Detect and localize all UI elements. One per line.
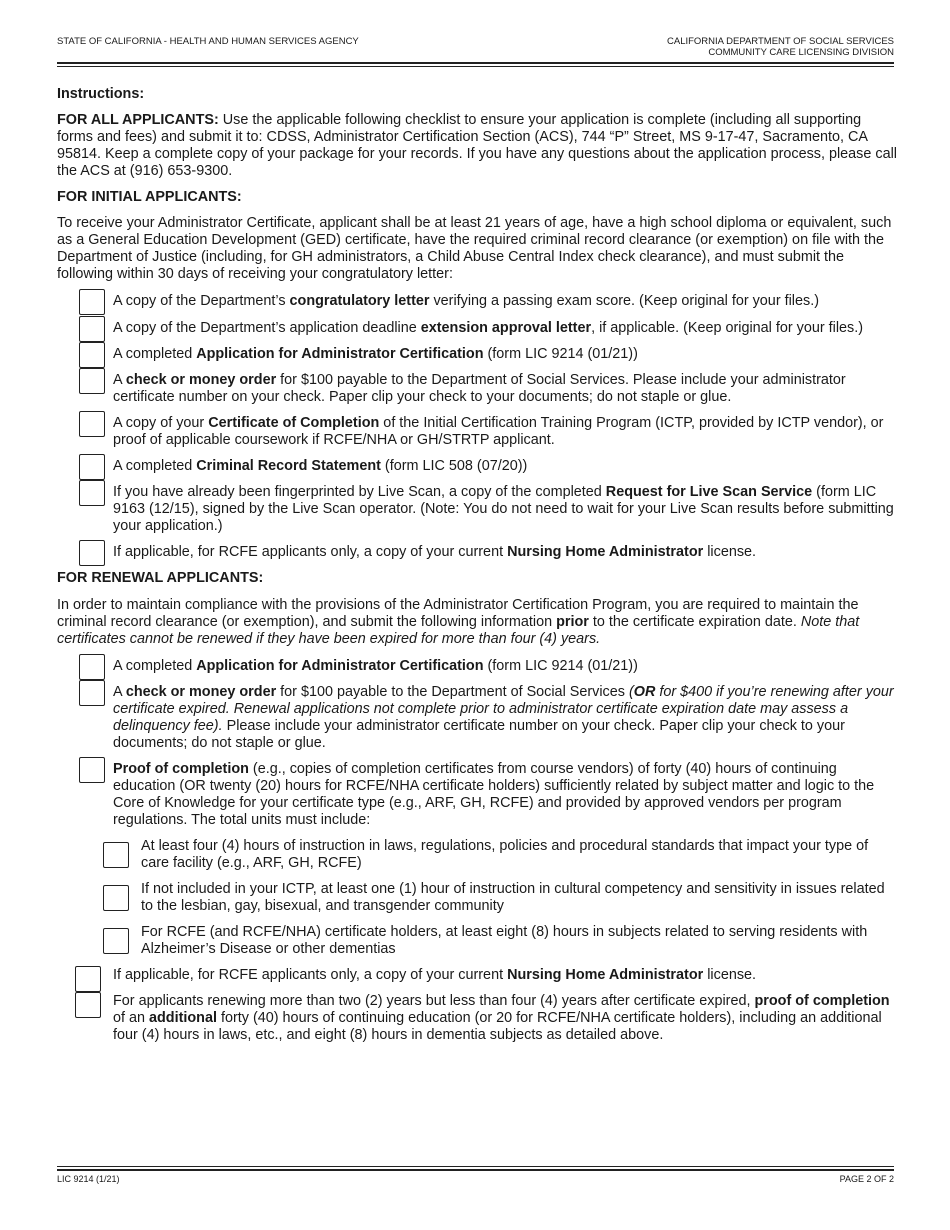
item-text: license. <box>703 967 757 983</box>
item-text: forty (40) hours of continuing education (or 20 for RCFE/NHA certificate holders), including an additional four (4) hours in laws, etc., and eight (8) hours in dementia subjects as detailed above. <box>113 1010 882 1043</box>
renewal-intro <box>57 597 897 648</box>
item-text-bold: Application for Administrator Certification <box>196 658 484 674</box>
initial-item-extension-letter <box>57 320 897 337</box>
renewal-item-additional-hours <box>57 993 897 1044</box>
item-text-italic: ( <box>628 684 634 700</box>
form-content <box>57 86 897 1053</box>
renewal-heading: FOR RENEWAL APPLICANTS: <box>57 570 264 586</box>
checkbox[interactable] <box>79 289 105 315</box>
header-rule-thin <box>57 66 894 67</box>
item-text: If applicable, for RCFE applicants only, a copy of your current <box>113 544 508 560</box>
renewal-item-check <box>57 684 897 752</box>
item-text: (form LIC 9163 (12/15), signed by the Live Scan operator. (Note: You do not need to wait for your Live Scan results before submitting your application.) <box>113 484 894 534</box>
item-text: license. <box>703 544 757 560</box>
item-text-italic: for $400 if you’re renewing after your certificate expired. Renewal applications not complete prior to administrator certificate expiration date may assess a delinquency fee). <box>113 684 894 734</box>
initial-item-live-scan <box>57 484 897 535</box>
checkbox[interactable] <box>79 680 105 706</box>
item-text-bold: Criminal Record Statement <box>196 458 381 474</box>
item-text: If you have already been fingerprinted by Live Scan, a copy of the completed <box>113 484 606 500</box>
all-applicants-paragraph <box>57 112 897 180</box>
header-rule <box>57 62 894 64</box>
item-text: (form LIC 508 (07/20)) <box>380 458 528 474</box>
initial-intro: To receive your Administrator Certificate, applicant shall be at least 21 years of age, have a high school diploma or equivalent, such as a General Education Development (GED) certificate, have the required criminal record clearance (or exemption) on file with the Department of Justice (including, for GH administrators, a Child Abuse Central Index check clearance), and must submit the following within 30 days of receiving your congratulatory letter: <box>57 215 892 282</box>
item-text: A copy of the Department’s application deadline <box>113 320 421 336</box>
header-department-line2: COMMUNITY CARE LICENSING DIVISION <box>708 47 894 58</box>
renewal-subitem-laws <box>57 838 897 872</box>
renewal-subitem-cultural-competency <box>57 881 897 915</box>
initial-item-application <box>57 346 897 363</box>
item-text-bold: proof of completion <box>754 993 890 1009</box>
checkbox[interactable] <box>103 885 129 911</box>
item-text-bold: Nursing Home Administrator <box>507 967 704 983</box>
item-text: For RCFE (and RCFE/NHA) certificate holders, at least eight (8) hours in subjects related to serving residents with Alzheimer’s Disease or other dementias <box>141 924 868 957</box>
item-text: A completed <box>113 346 197 362</box>
item-text: Please include your administrator certificate number on your check. Paper clip your check to your documents; do not staple or glue. <box>113 718 845 751</box>
header-agency: STATE OF CALIFORNIA - HEALTH AND HUMAN SERVICES AGENCY <box>57 36 359 47</box>
item-text-bold: additional <box>149 1010 217 1026</box>
item-text: of the Initial Certification Training Program (ICTP, provided by ICTP vendor), or proof of applicable coursework if RCFE/NHA or GH/STRTP applicant. <box>113 415 884 448</box>
renewal-intro-text: In order to maintain compliance with the provisions of the Administrator Certification Program, you are required to maintain the criminal record clearance (or exemption), and submit the following information <box>57 597 859 630</box>
initial-item-congratulatory-letter <box>57 293 897 310</box>
checkbox[interactable] <box>103 928 129 954</box>
checkbox[interactable] <box>79 368 105 394</box>
item-text-bold: Nursing Home Administrator <box>507 544 704 560</box>
item-text: For applicants renewing more than two (2) years but less than four (4) years after certificate expired, <box>113 993 755 1009</box>
item-text: A completed <box>113 658 197 674</box>
item-text: At least four (4) hours of instruction in laws, regulations, policies and procedural standards that impact your type of care facility (e.g., ARF, GH, RCFE) <box>141 838 869 871</box>
item-text: for $100 payable to the Department of Social Services <box>276 684 629 700</box>
form-number: LIC 9214 (1/21) <box>57 1174 120 1184</box>
renewal-subitem-dementia <box>57 924 897 958</box>
item-text: A copy of the Department’s <box>113 293 290 309</box>
item-text: A <box>113 684 126 700</box>
checkbox[interactable] <box>75 992 101 1018</box>
item-text: , if applicable. (Keep original for your files.) <box>591 320 864 336</box>
item-text: If not included in your ICTP, at least one (1) hour of instruction in cultural competency and sensitivity in issues related to the lesbian, gay, bisexual, and transgender community <box>141 881 885 914</box>
initial-item-check <box>57 372 897 406</box>
item-text: A <box>113 372 126 388</box>
item-text-bold-italic: OR <box>633 684 656 700</box>
checkbox[interactable] <box>79 454 105 480</box>
footer-rule <box>57 1169 894 1171</box>
checkbox[interactable] <box>79 480 105 506</box>
all-applicants-label: FOR ALL APPLICANTS: <box>57 112 219 128</box>
item-text: (form LIC 9214 (01/21)) <box>483 658 638 674</box>
item-text-bold: Certificate of Completion <box>208 415 380 431</box>
renewal-item-proof-of-completion <box>57 761 897 829</box>
checkbox[interactable] <box>79 316 105 342</box>
initial-item-criminal-record <box>57 458 897 475</box>
item-text-bold: check or money order <box>125 684 277 700</box>
checkbox[interactable] <box>79 540 105 566</box>
renewal-intro-note: Note that certificates cannot be renewed if they have been expired for more than four (4) years. <box>57 614 860 647</box>
initial-heading: FOR INITIAL APPLICANTS: <box>57 189 242 205</box>
checkbox[interactable] <box>79 411 105 437</box>
item-text: for $100 payable to the Department of Social Services. Please include your administrator certificate number on your check. Paper clip your check to your documents; do not staple or glue. <box>113 372 846 405</box>
header-department <box>667 36 894 58</box>
checkbox[interactable] <box>103 842 129 868</box>
renewal-intro-bold: prior <box>556 614 589 630</box>
header-department-line1: CALIFORNIA DEPARTMENT OF SOCIAL SERVICES <box>667 36 894 47</box>
all-applicants-text: Use the applicable following checklist to ensure your application is complete (including all supporting forms and fees) and submit it to: CDSS, Administrator Certification Section (ACS), 744 “P” Street, MS 9-17-47, Sacramento, CA 95814. Keep a complete copy of your package for your records. If you have any questions about the application process, please call the ACS at (916) 653-9300. <box>57 112 897 179</box>
checkbox[interactable] <box>79 757 105 783</box>
renewal-item-nha-license <box>57 967 897 984</box>
item-text: A copy of your <box>113 415 209 431</box>
item-text-bold: check or money order <box>125 372 277 388</box>
page-number: PAGE 2 OF 2 <box>839 1174 894 1184</box>
checkbox[interactable] <box>79 342 105 368</box>
checkbox[interactable] <box>75 966 101 992</box>
item-text-bold: congratulatory letter <box>289 293 430 309</box>
item-text: verifying a passing exam score. (Keep original for your files.) <box>429 293 819 309</box>
item-text: (e.g., copies of completion certificates from course vendors) of forty (40) hours of continuing education (OR twenty (20) hours for RCFE/NHA certificate holders) sufficiently related by subject matter and logic to the Core of Knowledge for your certificate type (e.g., ARF, GH, RCFE) and provided by approved vendors per program regulations. The total units must include: <box>113 761 875 828</box>
initial-item-nha-license <box>57 544 897 561</box>
item-text-bold: Proof of completion <box>113 761 249 777</box>
footer-rule-thin <box>57 1166 894 1167</box>
initial-item-certificate <box>57 415 897 449</box>
item-text: (form LIC 9214 (01/21)) <box>483 346 638 362</box>
item-text: If applicable, for RCFE applicants only, a copy of your current <box>113 967 508 983</box>
item-text: A completed <box>113 458 197 474</box>
item-text-bold: extension approval letter <box>420 320 592 336</box>
item-text-bold: Application for Administrator Certification <box>196 346 484 362</box>
item-text: of an <box>113 1010 150 1026</box>
renewal-item-application <box>57 658 897 675</box>
renewal-intro-text: to the certificate expiration date. <box>588 614 801 630</box>
checkbox[interactable] <box>79 654 105 680</box>
item-text-bold: Request for Live Scan Service <box>605 484 813 500</box>
instructions-heading: Instructions: <box>57 86 145 102</box>
